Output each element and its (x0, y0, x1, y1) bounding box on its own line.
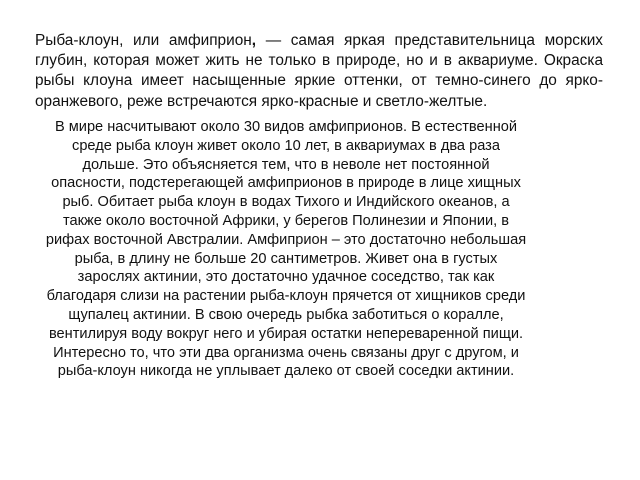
intro-text-rest: — самая яркая представительница морских глубин, которая может жить не только в природе, но и в аквариуме. Окраска рыбы клоуна имеет насыщенные яркие оттенки, от темно-синего до ярко-оранжевого, реже встречаются ярко-красные и светло-желтые. (35, 32, 603, 110)
intro-paragraph (35, 31, 603, 112)
intro-text-start: Рыба-клоун, или амфиприон (35, 32, 252, 49)
body-paragraph: В мире насчитывают около 30 видов амфиприонов. В естественной среде рыба клоун живет около 10 лет, в аквариумах в два раза дольше. Это объясняется тем, что в неволе нет постоянной опасности, подстерегающей амфиприонов в природе в лице хищных рыб. Обитает рыба клоун в водах Тихого и Индийского океанов, а также около восточной Африки, у берегов Полинезии и Японии, в рифах восточной Австралии. Амфиприон – это достаточно небольшая рыба, в длину не больше 20 сантиметров. Живет она в густых зарослях актинии, это достаточно удачное соседство, так как благодаря слизи на растении рыба-клоун прячется от хищников среди щупалец актинии. В свою очередь рыбка заботиться о коралле, вентилируя воду вокруг него и убирая остатки непереваренной пищи. Интересно то, что эти два организма очень связаны друг с другом, и рыба-клоун никогда не уплывает далеко от своей соседки актинии. (45, 119, 527, 380)
intro-bold-comma: , (251, 32, 257, 49)
